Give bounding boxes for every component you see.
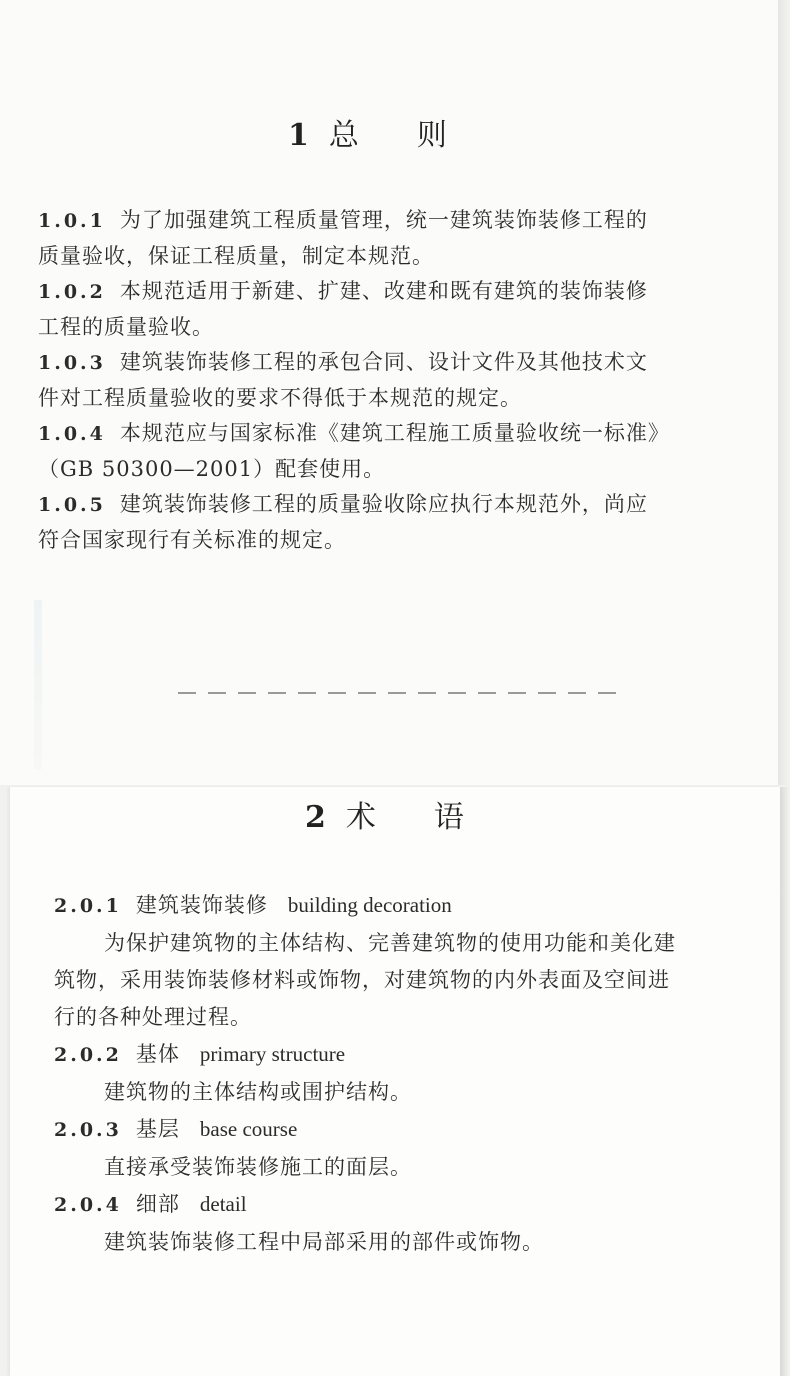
page-bleed-marks <box>34 600 42 770</box>
term-entry <box>54 1111 744 1186</box>
term-entry <box>54 1036 744 1111</box>
term-english: base course <box>199 1117 298 1141</box>
page-edge-shadow <box>778 0 790 785</box>
clause <box>38 203 728 274</box>
chapter-1-title <box>288 110 449 154</box>
term-definition: 建筑物的主体结构或围护结构。 <box>104 1080 412 1104</box>
term-definition: 行的各种处理过程。 <box>54 1005 252 1029</box>
clause-text: 质量验收，保证工程质量，制定本规范。 <box>38 244 434 268</box>
term-entry <box>54 1186 744 1261</box>
term-entry <box>54 887 744 1036</box>
chapter-title-char: 总 <box>328 118 361 153</box>
chapter-2-title <box>305 792 466 836</box>
clause-text: 件对工程质量验收的要求不得低于本规范的规定。 <box>38 386 522 410</box>
chapter-title-char: 语 <box>433 800 466 835</box>
chapter-number: 1 <box>288 118 311 153</box>
clause <box>38 274 728 345</box>
clause <box>38 487 728 558</box>
clause-text: 建筑装饰装修工程的质量验收除应执行本规范外，尚应 <box>119 492 648 516</box>
term-chinese: 基体 <box>135 1042 180 1066</box>
clause-text: 本规范应与国家标准《建筑工程施工质量验收统一标准》 <box>119 421 670 445</box>
term-definition: 为保护建筑物的主体结构、完善建筑物的使用功能和美化建 <box>104 931 676 955</box>
clause-number: 2.0.4 <box>54 1194 122 1216</box>
term-chinese: 建筑装饰装修 <box>135 893 268 917</box>
clause-number: 2.0.2 <box>54 1044 122 1066</box>
chapter-title-char: 术 <box>345 800 378 835</box>
term-english: primary structure <box>199 1042 346 1066</box>
clause-text: 本规范适用于新建、扩建、改建和既有建筑的装饰装修 <box>119 279 648 303</box>
clause-number: 1.0.2 <box>38 281 106 303</box>
term-definition: 筑物，采用装饰装修材料或饰物，对建筑物的内外表面及空间进 <box>54 968 670 992</box>
clause-text: 为了加强建筑工程质量管理，统一建筑装饰装修工程的 <box>119 208 648 232</box>
clause <box>38 345 728 416</box>
chapter-1-body <box>38 203 728 558</box>
clause-number: 2.0.1 <box>54 895 122 917</box>
clause-text: 符合国家现行有关标准的规定。 <box>38 528 346 552</box>
chapter-2-body <box>54 887 744 1261</box>
chapter-number: 2 <box>305 800 328 835</box>
clause-text: 建筑装饰装修工程的承包合同、设计文件及其他技术文 <box>119 350 648 374</box>
term-chinese: 细部 <box>135 1192 180 1216</box>
clause-number: 1.0.1 <box>38 210 106 232</box>
clause-text: 工程的质量验收。 <box>38 315 214 339</box>
clause-number: 1.0.5 <box>38 494 106 516</box>
term-definition: 直接承受装饰装修施工的面层。 <box>104 1155 412 1179</box>
clause <box>38 416 728 487</box>
dashed-divider <box>178 692 623 694</box>
clause-text: （GB 50300—2001）配套使用。 <box>38 457 386 481</box>
clause-number: 2.0.3 <box>54 1119 122 1141</box>
term-definition: 建筑装饰装修工程中局部采用的部件或饰物。 <box>104 1230 544 1254</box>
chapter-title-char: 则 <box>416 118 449 153</box>
term-english: detail <box>199 1192 247 1216</box>
term-chinese: 基层 <box>135 1117 180 1141</box>
term-english: building decoration <box>287 893 452 917</box>
page-edge-shadow <box>780 787 790 1376</box>
clause-number: 1.0.3 <box>38 352 106 374</box>
clause-number: 1.0.4 <box>38 423 106 445</box>
